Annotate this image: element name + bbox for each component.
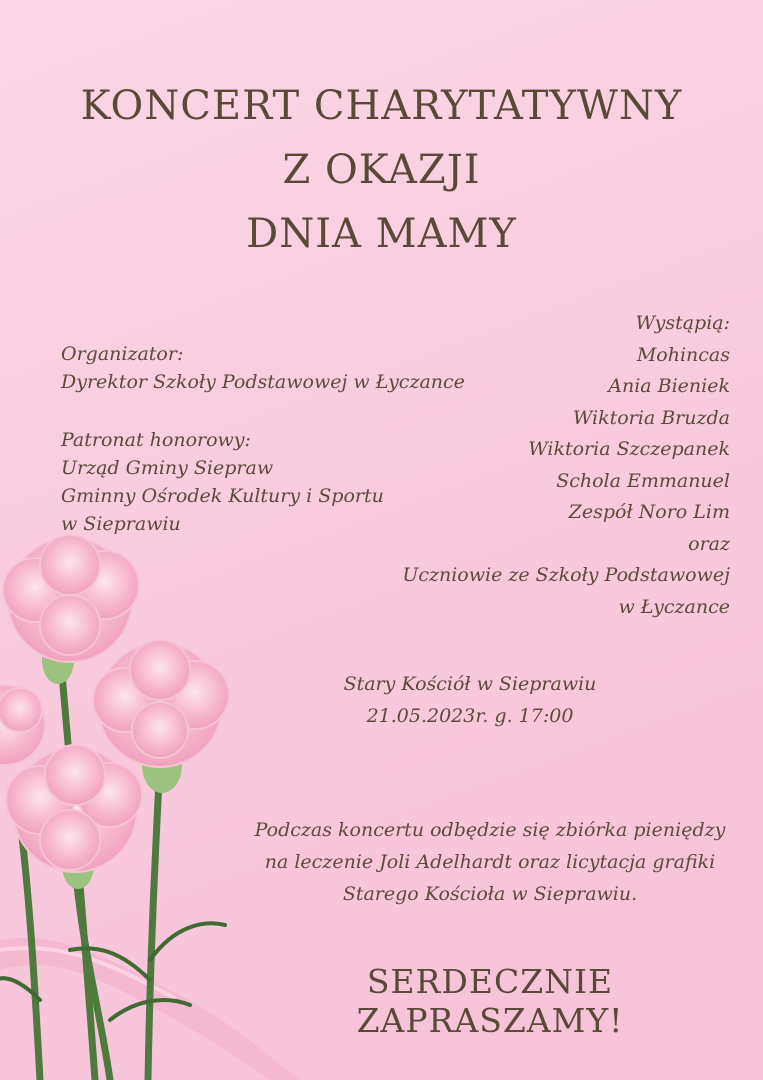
venue-datetime: 21.05.2023r. g. 17:00 <box>366 705 574 727</box>
performer: Ania Bieniek <box>608 375 730 397</box>
performer: Zespół Noro Lim <box>568 501 730 523</box>
carnation-flower <box>3 535 139 662</box>
performer: Wiktoria Bruzda <box>572 406 730 429</box>
carnation-flower <box>93 640 229 767</box>
organizer-label: Organizator: <box>61 343 184 365</box>
carnation-flower <box>0 685 45 765</box>
performer: w Łyczance <box>618 595 730 618</box>
patronage-line: w Sieprawiu <box>61 513 181 535</box>
patronage-line: Urząd Gminy Siepraw <box>61 457 274 479</box>
carnation-bouquet-illustration <box>0 520 300 1080</box>
performer: Uczniowie ze Szkoły Podstawowej <box>402 564 730 586</box>
leaf <box>150 923 225 960</box>
performers-section <box>402 308 730 623</box>
title-line-3: DNIA MAMY <box>246 211 517 257</box>
venue-section <box>300 668 640 732</box>
title-line-2: Z OKAZJI <box>282 147 481 193</box>
performer: Wiktoria Szczepanek <box>528 438 730 460</box>
performer-connector: oraz <box>688 532 730 555</box>
venue-place: Stary Kościół w Sieprawiu <box>343 673 597 695</box>
closing-invitation: SERDECZNIE ZAPRASZAMY! <box>356 962 624 1040</box>
note-line: Starego Kościoła w Sieprawiu. <box>342 883 638 905</box>
title-line-1: KONCERT CHARYTATYWNY <box>80 83 683 129</box>
organizer-name: Dyrektor Szkoły Podstawowej w Łyczance <box>61 371 465 393</box>
patronage-label: Patronat honorowy: <box>61 429 251 451</box>
stem <box>148 760 160 1080</box>
fundraiser-note <box>240 814 740 910</box>
performers-label: Wystąpią: <box>635 312 730 334</box>
note-line: Podczas koncertu odbędzie się zbiórka pieniędzy <box>254 819 726 841</box>
patronage-line: Gminny Ośrodek Kultury i Sportu <box>61 485 384 507</box>
performer: Mohincas <box>636 343 730 366</box>
performer: Schola Emmanuel <box>556 469 730 492</box>
note-line: na leczenie Joli Adelhardt oraz licytacja grafiki <box>264 851 716 873</box>
